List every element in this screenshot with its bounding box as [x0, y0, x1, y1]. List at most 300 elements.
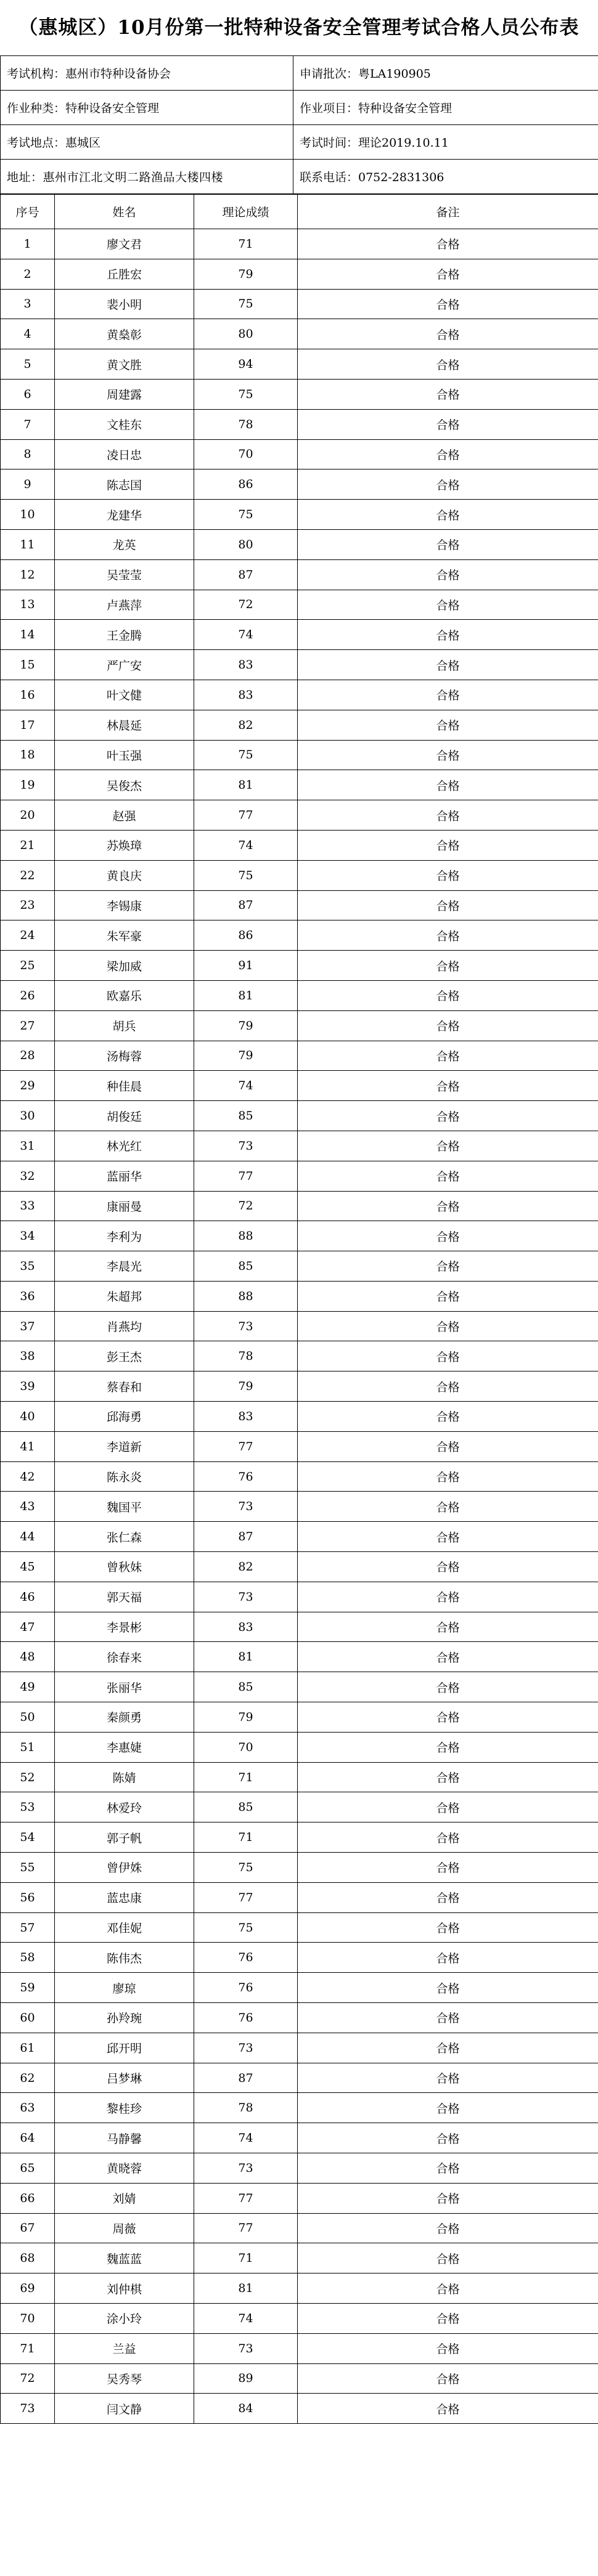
result-note: 合格: [298, 1882, 598, 1912]
table-row: [1, 2243, 598, 2273]
person-name: 赵强: [55, 800, 194, 831]
person-name: 李道新: [55, 1431, 194, 1461]
result-note: 合格: [298, 1582, 598, 1612]
person-name: 丘胜宏: [55, 259, 194, 289]
row-index: 5: [1, 349, 55, 380]
theory-score: 80: [194, 319, 298, 349]
result-note: 合格: [298, 1311, 598, 1341]
theory-score: 77: [194, 2213, 298, 2243]
result-note: 合格: [298, 1492, 598, 1522]
row-index: 60: [1, 2003, 55, 2033]
person-name: 康丽曼: [55, 1191, 194, 1221]
result-note: 合格: [298, 650, 598, 680]
person-name: 汤梅蓉: [55, 1041, 194, 1071]
person-name: 蔡春和: [55, 1371, 194, 1402]
table-row: [1, 650, 598, 680]
row-index: 33: [1, 1191, 55, 1221]
table-row: [1, 1402, 598, 1432]
person-name: 兰益: [55, 2333, 194, 2363]
result-note: 合格: [298, 2243, 598, 2273]
result-note: 合格: [298, 1251, 598, 1282]
theory-score: 73: [194, 2333, 298, 2363]
row-index: 48: [1, 1642, 55, 1672]
row-index: 40: [1, 1402, 55, 1432]
table-row: [1, 2123, 598, 2153]
person-name: 梁加威: [55, 951, 194, 981]
result-note: 合格: [298, 710, 598, 740]
result-note: 合格: [298, 1101, 598, 1131]
theory-score: 70: [194, 439, 298, 469]
theory-score: 72: [194, 590, 298, 620]
table-row: [1, 2093, 598, 2123]
person-name: 叶玉强: [55, 740, 194, 770]
person-name: 曾秋妹: [55, 1552, 194, 1582]
row-index: 41: [1, 1431, 55, 1461]
result-note: 合格: [298, 559, 598, 590]
table-row: [1, 439, 598, 469]
result-note: 合格: [298, 1041, 598, 1071]
table-row: [1, 2063, 598, 2093]
theory-score: 79: [194, 1041, 298, 1071]
person-name: 苏焕璋: [55, 830, 194, 860]
theory-score: 72: [194, 1191, 298, 1221]
table-row: [1, 1101, 598, 1131]
table-row: [1, 1552, 598, 1582]
row-index: 54: [1, 1822, 55, 1853]
row-index: 63: [1, 2093, 55, 2123]
table-row: [1, 1582, 598, 1612]
row-index: 59: [1, 1973, 55, 2003]
table-row: [1, 740, 598, 770]
row-index: 69: [1, 2273, 55, 2304]
theory-score: 75: [194, 500, 298, 530]
theory-score: 73: [194, 1582, 298, 1612]
table-row: [1, 1762, 598, 1792]
result-note: 合格: [298, 1131, 598, 1161]
row-index: 52: [1, 1762, 55, 1792]
result-note: 合格: [298, 319, 598, 349]
table-row: [1, 229, 598, 259]
result-note: 合格: [298, 1792, 598, 1822]
person-name: 秦颜勇: [55, 1702, 194, 1733]
row-index: 42: [1, 1461, 55, 1492]
person-name: 胡俊廷: [55, 1101, 194, 1131]
theory-score: 81: [194, 1642, 298, 1672]
result-note: 合格: [298, 229, 598, 259]
theory-score: 76: [194, 1943, 298, 1973]
result-note: 合格: [298, 1702, 598, 1733]
table-row: [1, 1010, 598, 1041]
table-row: [1, 500, 598, 530]
person-name: 朱军豪: [55, 920, 194, 951]
exam-time: 考试时间：理论2019.10.11: [293, 125, 598, 160]
result-note: 合格: [298, 1161, 598, 1191]
theory-score: 74: [194, 1071, 298, 1101]
row-index: 64: [1, 2123, 55, 2153]
table-header-row: [1, 195, 598, 229]
person-name: 吴秀琴: [55, 2363, 194, 2394]
row-index: 44: [1, 1522, 55, 1552]
person-name: 种佳晨: [55, 1071, 194, 1101]
table-row: [1, 409, 598, 439]
result-note: 合格: [298, 2123, 598, 2153]
result-note: 合格: [298, 1822, 598, 1853]
person-name: 邱开明: [55, 2033, 194, 2063]
result-note: 合格: [298, 1341, 598, 1371]
theory-score: 76: [194, 2003, 298, 2033]
row-index: 24: [1, 920, 55, 951]
row-index: 36: [1, 1281, 55, 1311]
person-name: 邱海勇: [55, 1402, 194, 1432]
table-body: [1, 229, 598, 2424]
table-row: [1, 1341, 598, 1371]
table-row: [1, 1311, 598, 1341]
result-note: 合格: [298, 2363, 598, 2394]
table-row: [1, 559, 598, 590]
row-index: 47: [1, 1612, 55, 1642]
table-row: [1, 680, 598, 710]
result-note: 合格: [298, 1010, 598, 1041]
table-row: [1, 1732, 598, 1762]
theory-score: 71: [194, 2243, 298, 2273]
row-index: 6: [1, 379, 55, 409]
table-row: [1, 1161, 598, 1191]
table-row: [1, 1792, 598, 1822]
table-row: [1, 289, 598, 319]
result-note: 合格: [298, 289, 598, 319]
header-name: 姓名: [55, 195, 194, 229]
table-row: [1, 1702, 598, 1733]
result-note: 合格: [298, 1522, 598, 1552]
theory-score: 81: [194, 770, 298, 800]
result-note: 合格: [298, 259, 598, 289]
person-name: 李锡康: [55, 890, 194, 920]
table-row: [1, 1912, 598, 1943]
person-name: 王金腾: [55, 620, 194, 650]
result-note: 合格: [298, 2273, 598, 2304]
theory-score: 87: [194, 559, 298, 590]
table-row: [1, 379, 598, 409]
row-index: 55: [1, 1853, 55, 1883]
info-table: [0, 55, 598, 194]
exam-org: 考试机构：惠州市特种设备协会: [1, 56, 293, 91]
row-index: 25: [1, 951, 55, 981]
table-row: [1, 2033, 598, 2063]
person-name: 林爱玲: [55, 1792, 194, 1822]
result-note: 合格: [298, 2303, 598, 2333]
row-index: 16: [1, 680, 55, 710]
table-row: [1, 1822, 598, 1853]
table-row: [1, 951, 598, 981]
work-item: 作业项目：特种设备安全管理: [293, 91, 598, 125]
table-row: [1, 860, 598, 890]
theory-score: 88: [194, 1281, 298, 1311]
result-note: 合格: [298, 1461, 598, 1492]
result-note: 合格: [298, 2033, 598, 2063]
table-row: [1, 1131, 598, 1161]
row-index: 19: [1, 770, 55, 800]
row-index: 7: [1, 409, 55, 439]
table-row: [1, 2183, 598, 2213]
person-name: 吴俊杰: [55, 770, 194, 800]
result-note: 合格: [298, 1402, 598, 1432]
row-index: 67: [1, 2213, 55, 2243]
table-row: [1, 1612, 598, 1642]
theory-score: 74: [194, 830, 298, 860]
theory-score: 73: [194, 1131, 298, 1161]
result-note: 合格: [298, 1853, 598, 1883]
person-name: 张仁森: [55, 1522, 194, 1552]
result-note: 合格: [298, 800, 598, 831]
person-name: 严广安: [55, 650, 194, 680]
theory-score: 83: [194, 680, 298, 710]
person-name: 裴小明: [55, 289, 194, 319]
person-name: 林晨延: [55, 710, 194, 740]
theory-score: 74: [194, 620, 298, 650]
person-name: 黎桂珍: [55, 2093, 194, 2123]
theory-score: 83: [194, 650, 298, 680]
row-index: 43: [1, 1492, 55, 1522]
row-index: 21: [1, 830, 55, 860]
result-note: 合格: [298, 740, 598, 770]
person-name: 黄文胜: [55, 349, 194, 380]
result-note: 合格: [298, 1672, 598, 1702]
row-index: 4: [1, 319, 55, 349]
application-batch: 申请批次：粤LA190905: [293, 56, 598, 91]
result-note: 合格: [298, 1281, 598, 1311]
row-index: 73: [1, 2394, 55, 2424]
person-name: 魏蓝蓝: [55, 2243, 194, 2273]
row-index: 56: [1, 1882, 55, 1912]
info-row: [1, 56, 598, 91]
result-note: 合格: [298, 1371, 598, 1402]
person-name: 蓝丽华: [55, 1161, 194, 1191]
theory-score: 85: [194, 1101, 298, 1131]
person-name: 肖燕均: [55, 1311, 194, 1341]
theory-score: 71: [194, 229, 298, 259]
table-row: [1, 1221, 598, 1251]
row-index: 39: [1, 1371, 55, 1402]
row-index: 61: [1, 2033, 55, 2063]
theory-score: 77: [194, 2183, 298, 2213]
table-row: [1, 2333, 598, 2363]
table-row: [1, 1882, 598, 1912]
theory-score: 83: [194, 1612, 298, 1642]
theory-score: 82: [194, 1552, 298, 1582]
result-note: 合格: [298, 1642, 598, 1672]
row-index: 70: [1, 2303, 55, 2333]
result-note: 合格: [298, 680, 598, 710]
person-name: 闫文静: [55, 2394, 194, 2424]
table-row: [1, 980, 598, 1010]
row-index: 27: [1, 1010, 55, 1041]
info-row: [1, 160, 598, 194]
theory-score: 77: [194, 1431, 298, 1461]
info-row: [1, 125, 598, 160]
table-row: [1, 2153, 598, 2184]
person-name: 龙建华: [55, 500, 194, 530]
row-index: 20: [1, 800, 55, 831]
person-name: 吴莹莹: [55, 559, 194, 590]
row-index: 10: [1, 500, 55, 530]
person-name: 周建露: [55, 379, 194, 409]
row-index: 2: [1, 259, 55, 289]
result-note: 合格: [298, 1431, 598, 1461]
row-index: 49: [1, 1672, 55, 1702]
theory-score: 77: [194, 1882, 298, 1912]
person-name: 吕梦琳: [55, 2063, 194, 2093]
row-index: 57: [1, 1912, 55, 1943]
table-row: [1, 800, 598, 831]
result-note: 合格: [298, 439, 598, 469]
result-note: 合格: [298, 409, 598, 439]
theory-score: 74: [194, 2123, 298, 2153]
theory-score: 76: [194, 1461, 298, 1492]
result-note: 合格: [298, 349, 598, 380]
table-row: [1, 2273, 598, 2304]
person-name: 陈永炎: [55, 1461, 194, 1492]
row-index: 14: [1, 620, 55, 650]
table-row: [1, 2303, 598, 2333]
contact-phone: 联系电话：0752-2831306: [293, 160, 598, 194]
theory-score: 87: [194, 890, 298, 920]
row-index: 53: [1, 1792, 55, 1822]
table-row: [1, 529, 598, 559]
theory-score: 85: [194, 1672, 298, 1702]
row-index: 32: [1, 1161, 55, 1191]
exam-site: 考试地点：惠城区: [1, 125, 293, 160]
table-row: [1, 830, 598, 860]
row-index: 58: [1, 1943, 55, 1973]
result-note: 合格: [298, 2093, 598, 2123]
person-name: 龙英: [55, 529, 194, 559]
row-index: 8: [1, 439, 55, 469]
result-note: 合格: [298, 980, 598, 1010]
row-index: 72: [1, 2363, 55, 2394]
person-name: 陈婧: [55, 1762, 194, 1792]
theory-score: 83: [194, 1402, 298, 1432]
result-note: 合格: [298, 860, 598, 890]
person-name: 黄良庆: [55, 860, 194, 890]
person-name: 黄晓蓉: [55, 2153, 194, 2184]
table-row: [1, 259, 598, 289]
person-name: 林光红: [55, 1131, 194, 1161]
table-row: [1, 770, 598, 800]
row-index: 37: [1, 1311, 55, 1341]
row-index: 29: [1, 1071, 55, 1101]
table-row: [1, 469, 598, 500]
row-index: 11: [1, 529, 55, 559]
theory-score: 89: [194, 2363, 298, 2394]
row-index: 45: [1, 1552, 55, 1582]
person-name: 胡兵: [55, 1010, 194, 1041]
person-name: 马静馨: [55, 2123, 194, 2153]
theory-score: 79: [194, 259, 298, 289]
result-note: 合格: [298, 1732, 598, 1762]
person-name: 李晨光: [55, 1251, 194, 1282]
result-note: 合格: [298, 590, 598, 620]
person-name: 廖琼: [55, 1973, 194, 2003]
theory-score: 78: [194, 409, 298, 439]
theory-score: 86: [194, 920, 298, 951]
table-row: [1, 1251, 598, 1282]
row-index: 22: [1, 860, 55, 890]
theory-score: 75: [194, 289, 298, 319]
person-name: 魏国平: [55, 1492, 194, 1522]
theory-score: 77: [194, 1161, 298, 1191]
theory-score: 73: [194, 1311, 298, 1341]
row-index: 51: [1, 1732, 55, 1762]
result-note: 合格: [298, 2063, 598, 2093]
table-row: [1, 1281, 598, 1311]
result-note: 合格: [298, 379, 598, 409]
table-row: [1, 1371, 598, 1402]
table-row: [1, 710, 598, 740]
row-index: 65: [1, 2153, 55, 2184]
result-note: 合格: [298, 1973, 598, 2003]
header-score: 理论成绩: [194, 195, 298, 229]
table-row: [1, 319, 598, 349]
theory-score: 71: [194, 1822, 298, 1853]
theory-score: 76: [194, 1973, 298, 2003]
theory-score: 87: [194, 2063, 298, 2093]
person-name: 涂小玲: [55, 2303, 194, 2333]
results-table: [0, 194, 598, 2424]
theory-score: 73: [194, 2153, 298, 2184]
result-note: 合格: [298, 620, 598, 650]
result-note: 合格: [298, 2213, 598, 2243]
row-index: 1: [1, 229, 55, 259]
row-index: 35: [1, 1251, 55, 1282]
person-name: 徐春来: [55, 1642, 194, 1672]
theory-score: 73: [194, 1492, 298, 1522]
address: 地址：惠州市江北文明二路渔品大楼四楼: [1, 160, 293, 194]
person-name: 朱超邦: [55, 1281, 194, 1311]
result-note: 合格: [298, 1762, 598, 1792]
person-name: 彭王杰: [55, 1341, 194, 1371]
result-note: 合格: [298, 500, 598, 530]
person-name: 李惠婕: [55, 1732, 194, 1762]
table-row: [1, 1522, 598, 1552]
person-name: 刘婧: [55, 2183, 194, 2213]
theory-score: 79: [194, 1702, 298, 1733]
result-note: 合格: [298, 830, 598, 860]
person-name: 凌日忠: [55, 439, 194, 469]
theory-score: 75: [194, 740, 298, 770]
theory-score: 86: [194, 469, 298, 500]
info-row: [1, 91, 598, 125]
theory-score: 75: [194, 379, 298, 409]
theory-score: 81: [194, 2273, 298, 2304]
table-row: [1, 620, 598, 650]
table-row: [1, 1431, 598, 1461]
row-index: 30: [1, 1101, 55, 1131]
result-note: 合格: [298, 1912, 598, 1943]
row-index: 66: [1, 2183, 55, 2213]
page-title: （惠城区）10月份第一批特种设备安全管理考试合格人员公布表: [18, 17, 580, 39]
person-name: 刘仲棋: [55, 2273, 194, 2304]
theory-score: 91: [194, 951, 298, 981]
result-note: 合格: [298, 529, 598, 559]
row-index: 68: [1, 2243, 55, 2273]
theory-score: 75: [194, 1853, 298, 1883]
row-index: 9: [1, 469, 55, 500]
result-note: 合格: [298, 770, 598, 800]
row-index: 71: [1, 2333, 55, 2363]
theory-score: 88: [194, 1221, 298, 1251]
result-note: 合格: [298, 1071, 598, 1101]
header-index: 序号: [1, 195, 55, 229]
